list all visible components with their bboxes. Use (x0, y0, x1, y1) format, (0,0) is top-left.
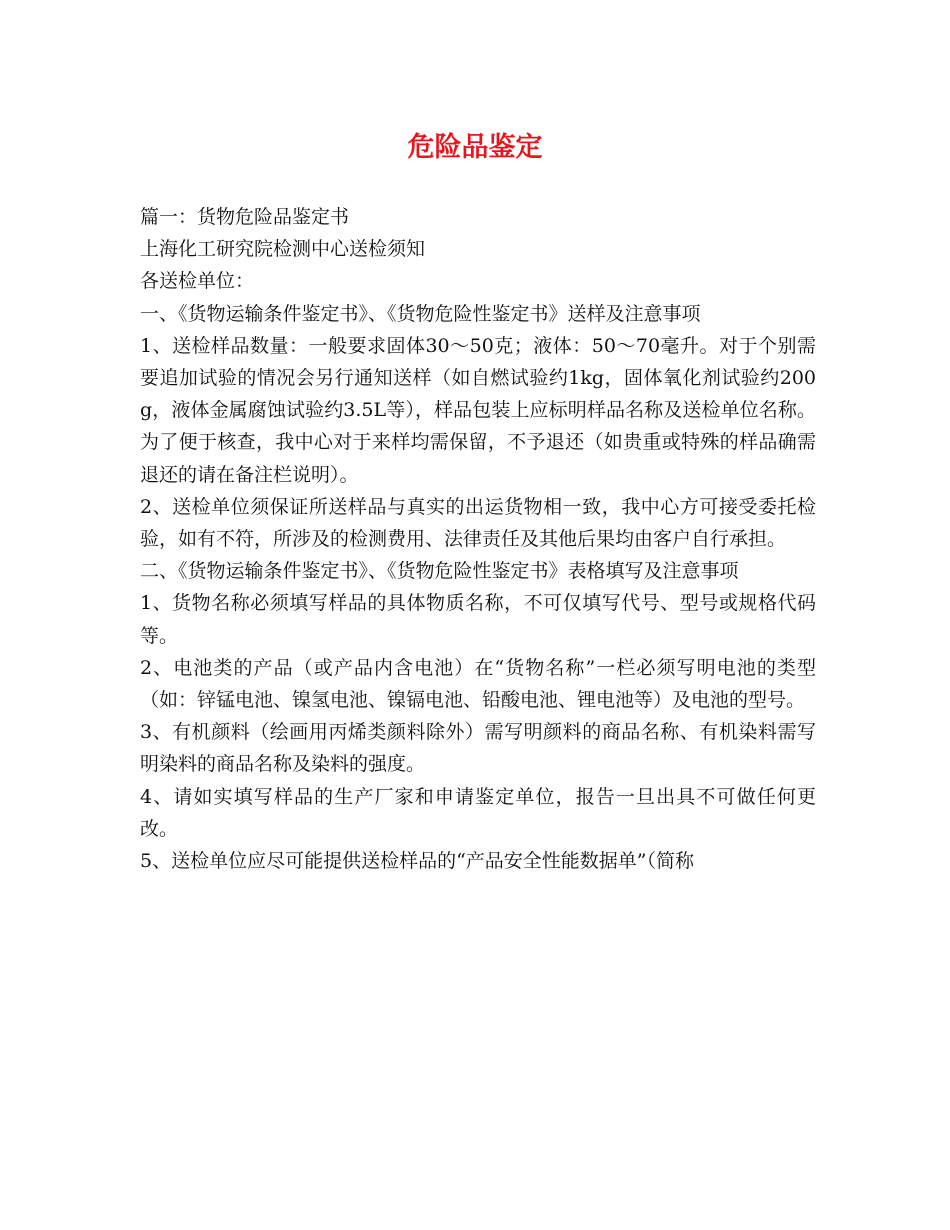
paragraph-item: 5、送检单位应尽可能提供送检样品的“产品安全性能数据单”（简称 (140, 850, 695, 873)
paragraph-part-two-heading: 二、《货物运输条件鉴定书》、《货物危险性鉴定书》表格填写及注意事项 (140, 560, 739, 583)
document-body (140, 201, 816, 877)
paragraph-salutation: 各送检单位： (140, 270, 255, 293)
paragraph-part-one-heading: 一、《货物运输条件鉴定书》、《货物危险性鉴定书》送样及注意事项 (140, 302, 701, 325)
paragraph-item: 1、货物名称必须填写样品的具体物质名称，不可仅填写代号、型号或规格代码等。 (140, 592, 816, 647)
page-title: 危险品鉴定 (407, 132, 543, 163)
paragraph-section-heading: 篇一：货物危险品鉴定书 (140, 206, 350, 228)
paragraph-item: 3、有机颜料（绘画用丙烯类颜料除外）需写明颜料的商品名称、有机染料需写明染料的商品名称及染料的强度。 (140, 721, 816, 776)
paragraph-item: 2、送检单位须保证所送样品与真实的出运货物相一致，我中心方可接受委托检验，如有不符，所涉及的检测费用、法律责任及其他后果均由客户自行承担。 (140, 495, 816, 551)
paragraph-notice-title: 上海化工研究院检测中心送检须知 (140, 238, 426, 261)
paragraph-item: 1、送检样品数量：一般要求固体30～50克；液体：50～70毫升。对于个别需要追加试验的情况会另行通知送样（如自燃试验约1kg，固体氧化剂试验约200g，液体金属腐蚀试验约3.5L等），样品包装上应标明样品名称及送检单位名称。为了便于核查，我中心对于来样均需保留，不予退还（如贵重或特殊的样品确需退还的请在备注栏说明）。 (140, 334, 816, 486)
paragraph-item: 4、请如实填写样品的生产厂家和申请鉴定单位，报告一旦出具不可做任何更改。 (140, 785, 816, 840)
paragraph-item: 2、电池类的产品（或产品内含电池）在“货物名称”一栏必须写明电池的类型（如：锌锰电池、镍氢电池、镍镉电池、铅酸电池、锂电池等）及电池的型号。 (140, 656, 816, 712)
